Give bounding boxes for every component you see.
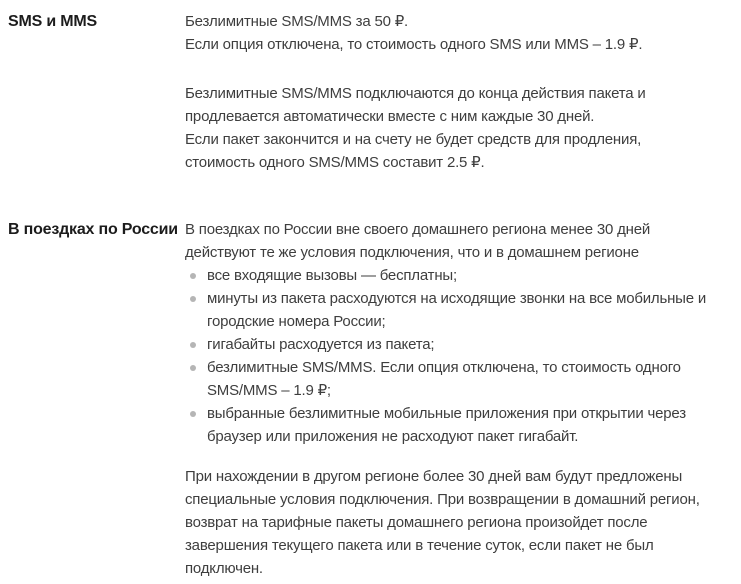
list-item-text: все входящие вызовы — бесплатны; [207,267,457,284]
list-item-text: гигабайты расходуется из пакета; [207,336,435,353]
paragraph-line: Безлимитные SMS/MMS за 50 ₽. [185,13,409,30]
list-item-text: минуты из пакета расходуются на исходящие звонки на все мобильные и городские номера России; [207,290,707,330]
list-item [185,402,713,448]
list-item-text: выбранные безлимитные мобильные приложения при открытии через браузер или приложения не расходуют пакет гигабайт. [207,405,686,445]
paragraph [185,218,713,264]
paragraph-line: Если опция отключена, то стоимость одного SMS или MMS – 1.9 ₽. [185,36,643,53]
paragraph [185,465,713,580]
section-content [185,10,713,174]
paragraph [185,10,713,56]
tariff-section [8,218,713,580]
paragraph [185,82,713,174]
list-item [185,264,713,287]
list-item [185,356,713,402]
list-item-text: безлимитные SMS/MMS. Если опция отключена, то стоимость одного SMS/MMS – 1.9 ₽; [207,359,681,399]
paragraph-line: Безлимитные SMS/MMS подключаются до конца действия пакета и продлевается автоматически вместе с ним каждые 30 дней. [185,85,646,125]
paragraph-line: В поездках по России вне своего домашнего региона менее 30 дней действуют те же условия подключения, что и в домашнем регионе [185,221,651,261]
section-label: SMS и MMS [8,13,97,30]
paragraph-line: Если пакет закончится и на счету не будет средств для продления, стоимость одного SMS/MMS составит 2.5 ₽. [185,131,642,171]
section-content [185,218,713,580]
list-item [185,333,713,356]
tariff-section [8,10,713,174]
list-item [185,287,713,333]
paragraph-line: При нахождении в другом регионе более 30 дней вам будут предложены специальные условия подключения. При возвращении в домашний регион, возврат на тарифные пакеты домашнего региона произойдет после завершения текущего пакета или в течение суток, если пакет не был подключен. [185,468,700,577]
bullet-list [185,264,713,448]
section-label: В поездках по России [8,221,178,238]
